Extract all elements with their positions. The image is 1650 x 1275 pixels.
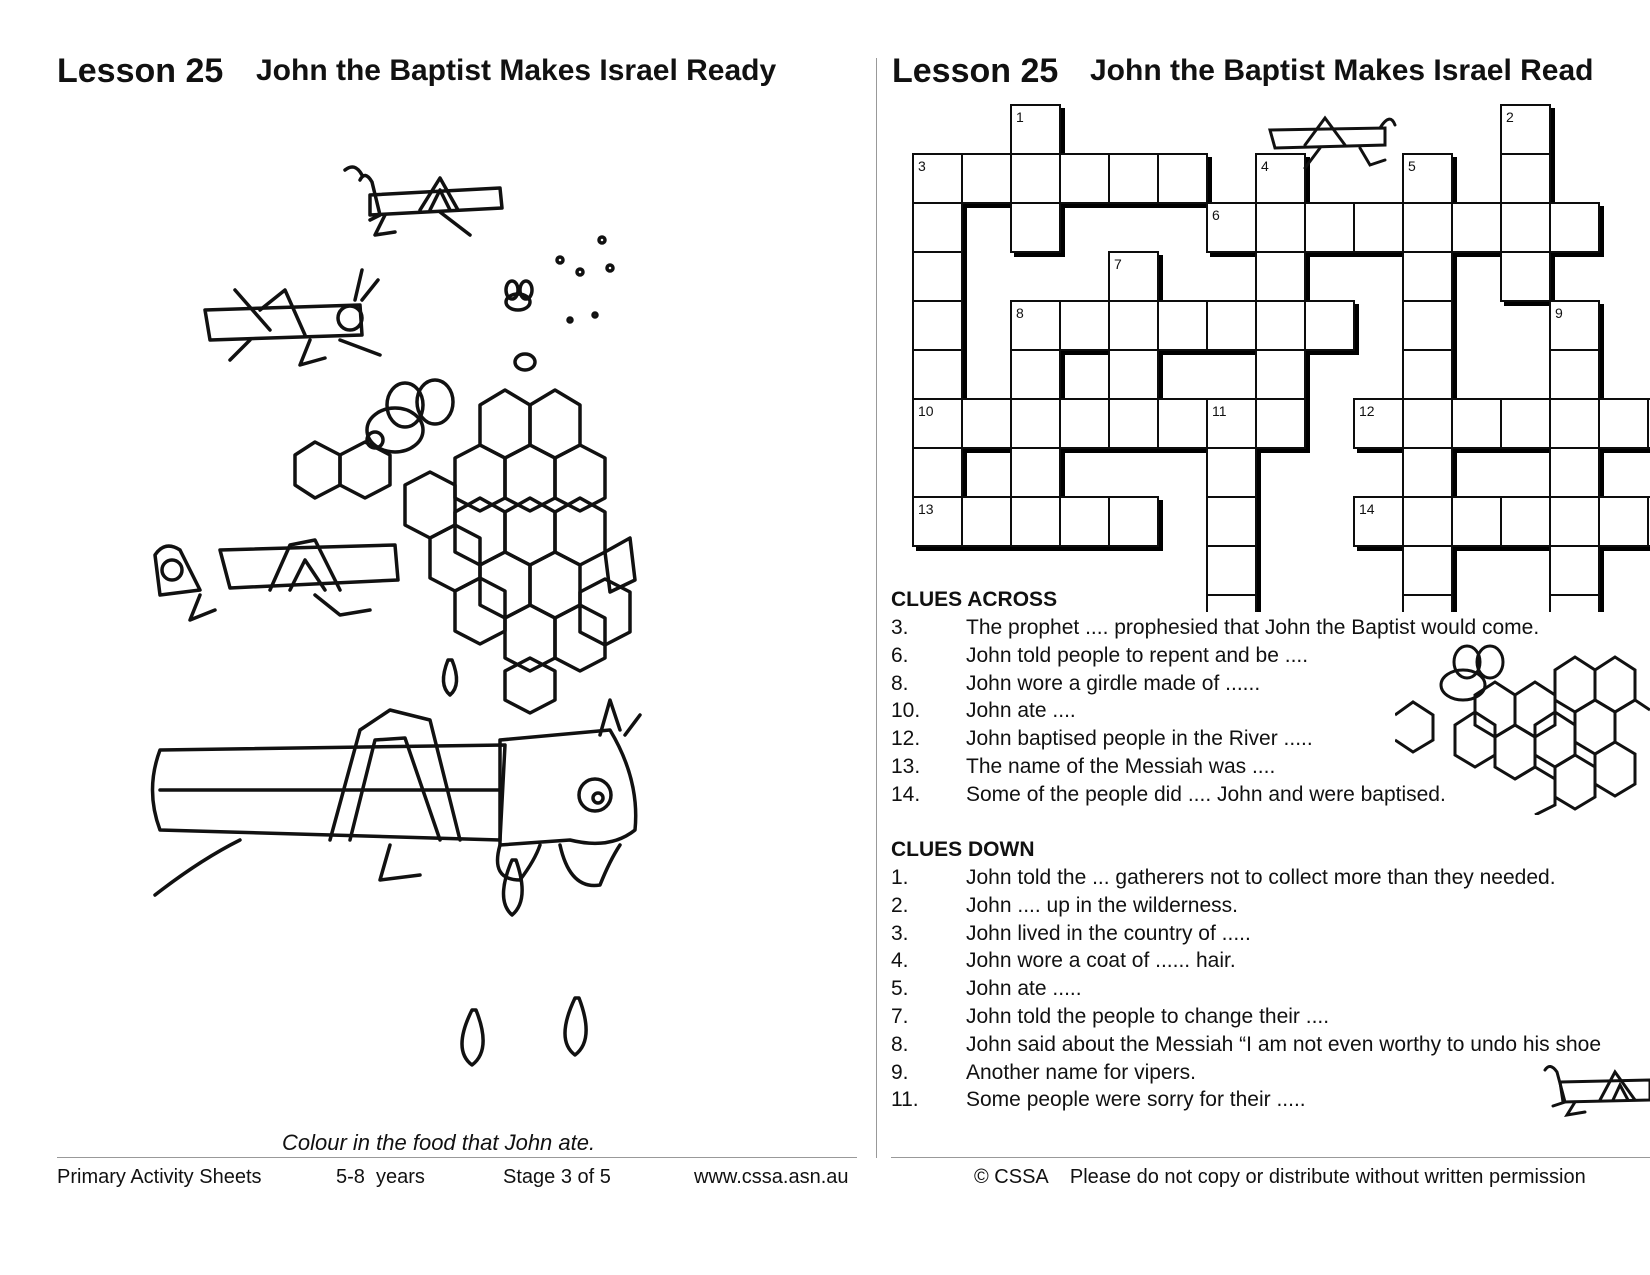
colouring-instruction: Colour in the food that John ate. <box>282 1130 596 1155</box>
across-clue-number: 3. <box>891 616 909 639</box>
down-clue-number: 3. <box>891 921 909 945</box>
crossword-cell-number: 6 <box>1212 207 1220 223</box>
crossword-cell-number: 2 <box>1506 109 1514 125</box>
crossword-grid <box>906 100 1650 612</box>
crossword-cell[interactable] <box>1011 448 1060 497</box>
down-clue <box>891 1005 1650 1031</box>
crossword-cell[interactable] <box>1060 154 1109 203</box>
down-clue-text: John .... up in the wilderness. <box>966 893 1238 917</box>
crossword-cell[interactable] <box>913 448 962 497</box>
crossword-cell[interactable] <box>913 301 962 350</box>
crossword-cell[interactable] <box>1011 350 1060 399</box>
crossword-cell[interactable] <box>1501 154 1550 203</box>
crossword-cell-number: 3 <box>918 158 926 174</box>
crossword-cell[interactable] <box>1452 399 1501 448</box>
colouring-illustration <box>140 140 690 1090</box>
crossword-cell-number: 8 <box>1016 305 1024 321</box>
crossword-cell[interactable] <box>1207 497 1256 546</box>
crossword-cell[interactable] <box>1403 252 1452 301</box>
bee-icon <box>367 380 453 452</box>
clues-across-heading: CLUES ACROSS <box>891 588 1058 611</box>
crossword-cell[interactable] <box>1403 203 1452 252</box>
down-clue <box>891 1088 1650 1114</box>
across-clue-text: John ate .... <box>966 699 1076 723</box>
crossword-cell[interactable] <box>1501 399 1550 448</box>
down-clue-text: John told the people to change their .... <box>966 1005 1330 1028</box>
down-clue-number: 11. <box>891 1088 919 1112</box>
down-clue-text: Some people were sorry for their ..... <box>966 1088 1306 1112</box>
crossword-cell[interactable] <box>913 203 962 252</box>
down-clue <box>891 977 1650 1003</box>
crossword-cell[interactable] <box>1011 154 1060 203</box>
crossword-cell[interactable] <box>1550 546 1599 595</box>
crossword-cell[interactable] <box>1403 399 1452 448</box>
right-lesson-title: John the Baptist Makes Israel Read <box>1090 54 1594 87</box>
crossword-cell[interactable] <box>1403 448 1452 497</box>
across-clue-text: John wore a girdle made of ...... <box>966 671 1261 695</box>
crossword-cell[interactable] <box>1403 497 1452 546</box>
down-clue-number: 8. <box>891 1032 909 1056</box>
crossword-cell-number: 1 <box>1016 109 1024 125</box>
crossword-cell[interactable] <box>1256 203 1305 252</box>
crossword-cell[interactable] <box>1256 350 1305 399</box>
crossword-cell[interactable] <box>1403 350 1452 399</box>
across-clue <box>891 616 1650 642</box>
crossword-cell[interactable] <box>1256 252 1305 301</box>
down-clue-number: 7. <box>891 1005 909 1028</box>
down-clue-text: John ate ..... <box>966 977 1082 1001</box>
across-clue-number: 6. <box>891 643 909 667</box>
down-clue-number: 9. <box>891 1060 909 1084</box>
crossword-cell[interactable] <box>1550 399 1599 448</box>
across-clue-number: 12. <box>891 727 921 751</box>
crossword-cell[interactable] <box>1550 448 1599 497</box>
crossword-cell[interactable] <box>1550 595 1599 612</box>
crossword-cell[interactable] <box>1109 154 1158 203</box>
crossword-cell-number: 10 <box>918 403 934 419</box>
honeycomb-icon <box>295 390 635 713</box>
across-clue <box>891 699 1650 725</box>
right-lesson-number: Lesson 25 <box>892 52 1059 90</box>
down-clue-text: Another name for vipers. <box>966 1060 1196 1084</box>
crossword-cell[interactable] <box>1403 546 1452 595</box>
down-clue <box>891 1033 1650 1059</box>
crossword-cell[interactable] <box>1256 301 1305 350</box>
crossword-cell[interactable] <box>1501 203 1550 252</box>
crossword-cell[interactable] <box>1501 252 1550 301</box>
footer-series: Primary Activity Sheets <box>57 1166 262 1188</box>
crossword-cell[interactable] <box>1550 203 1599 252</box>
crossword-cell[interactable] <box>1109 399 1158 448</box>
grasshopper-icon <box>153 700 641 895</box>
grasshopper-icon <box>155 540 398 620</box>
grasshopper-icon <box>345 167 502 235</box>
down-clue <box>891 894 1650 920</box>
across-clue-text: The prophet .... prophesied that John the Baptist would come. <box>966 616 1540 639</box>
crossword-cell-number: 11 <box>1212 403 1227 419</box>
crossword-cell[interactable] <box>962 154 1011 203</box>
crossword-cell-number: 13 <box>918 501 934 517</box>
across-clue <box>891 644 1650 670</box>
crossword-cell-number: 4 <box>1261 158 1269 174</box>
across-clue-number: 13. <box>891 755 921 778</box>
crossword-cell[interactable] <box>1207 448 1256 497</box>
down-clue-number: 5. <box>891 977 909 1001</box>
crossword-cell[interactable] <box>1109 301 1158 350</box>
crossword-cell[interactable] <box>1305 203 1354 252</box>
across-clue-text: John baptised people in the River ..... <box>966 727 1313 751</box>
footer-ages: 5-8 years <box>336 1166 425 1188</box>
left-lesson-number: Lesson 25 <box>57 52 224 90</box>
crossword-cell[interactable] <box>962 399 1011 448</box>
crossword-cell[interactable] <box>1550 497 1599 546</box>
crossword-cell[interactable] <box>1158 154 1207 203</box>
bee-icon <box>506 237 613 370</box>
down-clue-number: 1. <box>891 866 909 889</box>
crossword-cell[interactable] <box>962 497 1011 546</box>
crossword-cell[interactable] <box>1403 301 1452 350</box>
crossword-cell[interactable] <box>1011 203 1060 252</box>
down-clue-text: John said about the Messiah “I am not even worthy to undo his shoe <box>966 1032 1602 1056</box>
page-divider <box>876 58 877 1158</box>
crossword-cell-number: 14 <box>1359 501 1375 517</box>
down-clue <box>891 1061 1650 1087</box>
across-clue-text: John told people to repent and be .... <box>966 643 1309 667</box>
crossword-cell[interactable] <box>1256 399 1305 448</box>
crossword-cell[interactable] <box>1354 203 1403 252</box>
down-clue-text: John told the ... gatherers not to collect more than they needed. <box>966 866 1556 889</box>
crossword-cell[interactable] <box>1452 497 1501 546</box>
crossword-cell[interactable] <box>1599 399 1648 448</box>
crossword-cell[interactable] <box>1060 301 1109 350</box>
crossword-cell[interactable] <box>1109 350 1158 399</box>
crossword-cell-number: 5 <box>1408 158 1416 174</box>
crossword-cell[interactable] <box>1403 595 1452 612</box>
crossword-cell-number: 7 <box>1114 256 1122 272</box>
crossword-cell[interactable] <box>1158 301 1207 350</box>
crossword-cell[interactable] <box>1501 497 1550 546</box>
crossword-cell[interactable] <box>1011 497 1060 546</box>
across-clue <box>891 755 1650 781</box>
left-lesson-title: John the Baptist Makes Israel Ready <box>256 54 777 87</box>
crossword-cell[interactable] <box>1452 203 1501 252</box>
across-clue <box>891 783 1650 809</box>
crossword-cell-number: 12 <box>1359 403 1375 419</box>
down-clue <box>891 949 1650 975</box>
right-footer-rule <box>891 1157 1650 1158</box>
across-clue-number: 14. <box>891 782 921 806</box>
down-clue-number: 4. <box>891 949 909 973</box>
clues-down-heading: CLUES DOWN <box>891 838 1035 861</box>
crossword-cell[interactable] <box>1207 301 1256 350</box>
crossword-cell[interactable] <box>1158 399 1207 448</box>
crossword-cell[interactable] <box>1060 399 1109 448</box>
crossword-cell-number: 9 <box>1555 305 1563 321</box>
crossword-cell[interactable] <box>1305 301 1354 350</box>
across-clue-number: 8. <box>891 671 909 695</box>
footer-copyright: © CSSA Please do not copy or distribute without written permission <box>974 1166 1586 1188</box>
across-clue-text: The name of the Messiah was .... <box>966 755 1276 778</box>
down-clue <box>891 866 1650 892</box>
grasshopper-icon <box>205 270 380 365</box>
left-footer-rule <box>57 1157 857 1158</box>
crossword-cell[interactable] <box>913 350 962 399</box>
across-clue <box>891 727 1650 753</box>
crossword-cell[interactable] <box>1599 497 1648 546</box>
crossword-cell[interactable] <box>913 252 962 301</box>
across-clue <box>891 672 1650 698</box>
down-clue-text: John wore a coat of ...... hair. <box>966 949 1236 973</box>
across-clue-text: Some of the people did .... John and were baptised. <box>966 782 1446 806</box>
crossword-cell[interactable] <box>1109 497 1158 546</box>
crossword-cell[interactable] <box>1207 595 1256 612</box>
footer-website[interactable]: www.cssa.asn.au <box>694 1166 849 1188</box>
footer-stage: Stage 3 of 5 <box>503 1166 611 1188</box>
down-clue-number: 2. <box>891 893 909 917</box>
across-clue-number: 10. <box>891 699 921 723</box>
crossword-cell[interactable] <box>1207 546 1256 595</box>
down-clue <box>891 922 1650 948</box>
crossword-cell[interactable] <box>1060 497 1109 546</box>
down-clue-text: John lived in the country of ..... <box>966 921 1251 945</box>
crossword-cell[interactable] <box>1011 399 1060 448</box>
crossword-cell[interactable] <box>1550 350 1599 399</box>
